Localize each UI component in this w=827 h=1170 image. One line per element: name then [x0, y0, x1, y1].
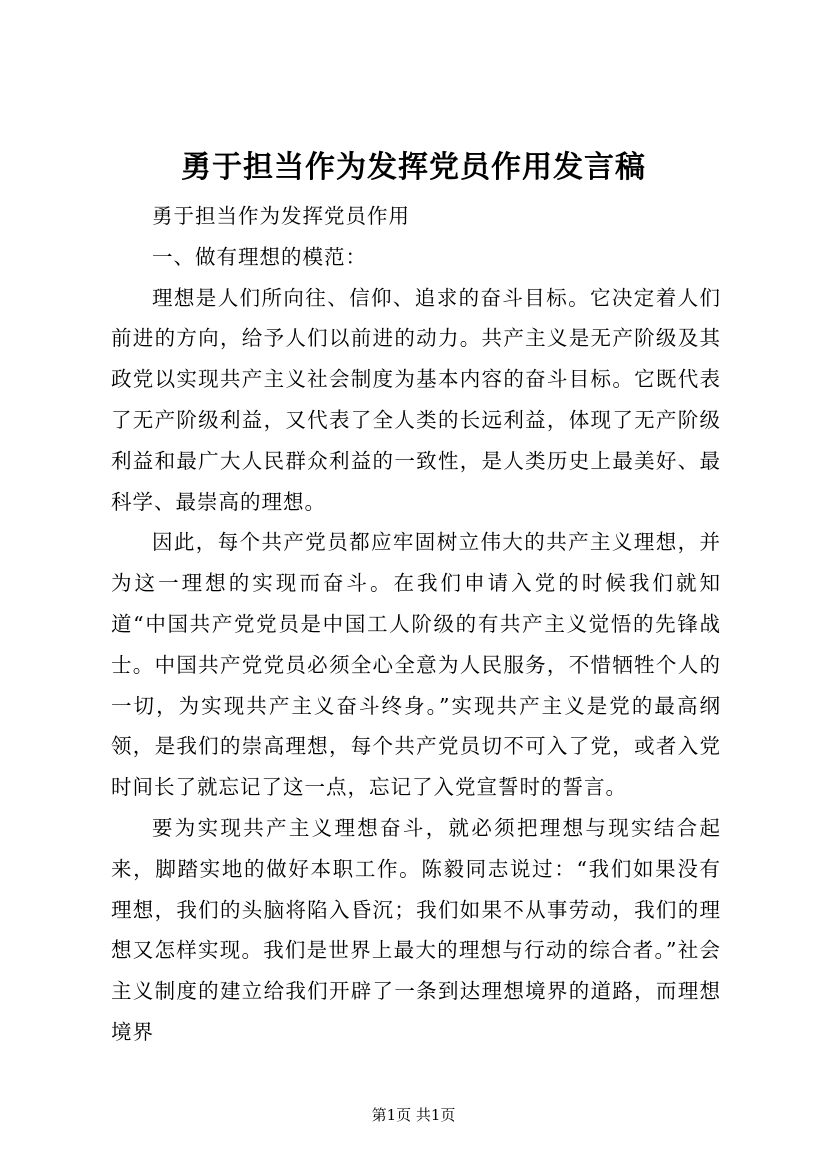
document-body — [111, 196, 721, 1053]
paragraph-subtitle: 勇于担当作为发挥党员作用 — [152, 204, 410, 228]
paragraph: 因此，每个共产党员都应牢固树立伟大的共产主义理想，并为这一理想的实现而奋斗。在我们申请入党的时候我们就知道“中国共产党党员是中国工人阶级的有共产主义觉悟的先锋战士。中国共产党党员必须全心全意为人民服务，不惜牺牲个人的一切，为实现共产主义奋斗终身。”实现共产主义是党的最高纲领，是我们的崇高理想，每个共产党员切不可入了党，或者入党时间长了就忘记了这一点，忘记了入党宣誓时的誓言。 — [111, 530, 721, 800]
paragraph: 理想是人们所向往、信仰、追求的奋斗目标。它决定着人们前进的方向，给予人们以前进的动力。共产主义是无产阶级及其政党以实现共产主义社会制度为基本内容的奋斗目标。它既代表了无产阶级利益，又代表了全人类的长远利益，体现了无产阶级利益和最广大人民群众利益的一致性，是人类历史上最美好、最科学、最崇高的理想。 — [111, 285, 721, 514]
document-title: 勇于担当作为发挥党员作用发言稿 — [181, 150, 646, 185]
paragraph: 要为实现共产主义理想奋斗，就必须把理想与现实结合起来，脚踏实地的做好本职工作。陈毅同志说过：“我们如果没有理想，我们的头脑将陷入昏沉；我们如果不从事劳动，我们的理想又怎样实现。我们是世界上最大的理想与行动的综合者。”社会主义制度的建立给我们开辟了一条到达理想境界的道路，而理想境界 — [111, 815, 721, 1044]
paragraph-section-heading: 一、做有理想的模范： — [152, 244, 367, 269]
page-footer: 第1页 共1页 — [371, 1106, 456, 1124]
